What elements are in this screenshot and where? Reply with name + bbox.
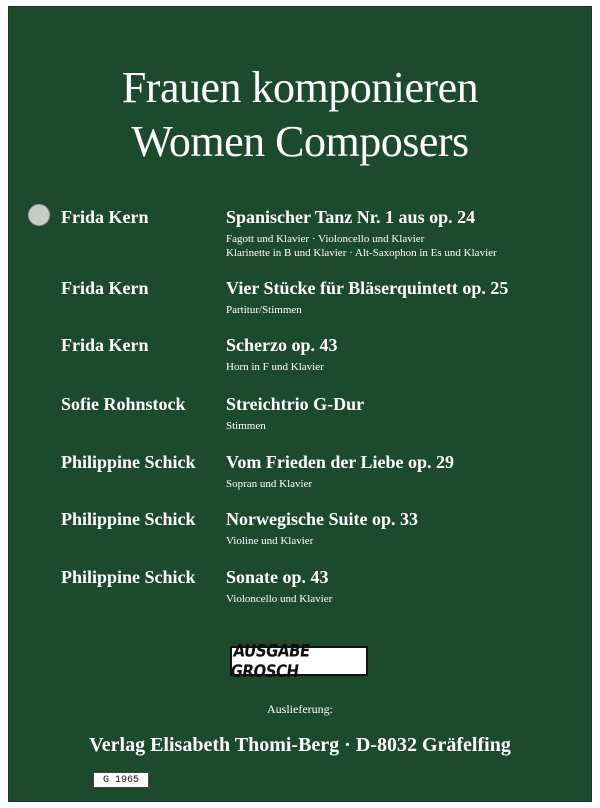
instrumentation-line: Fagott und Klavier · Violoncello und Klavier	[226, 233, 425, 245]
circle-marker	[28, 204, 50, 226]
instrumentation-line: Horn in F und Klavier	[226, 361, 324, 373]
title-english: Women Composers	[131, 117, 469, 166]
composer-name: Frida Kern	[61, 335, 149, 355]
catalog-sticker: G 1965	[93, 772, 149, 788]
composer-name: Philippine Schick	[61, 452, 196, 472]
work-title: Spanischer Tanz Nr. 1 aus op. 24	[226, 207, 476, 227]
ausgabe-grosch-logo	[229, 640, 368, 682]
composer-name: Frida Kern	[61, 278, 149, 298]
delivery-label: Auslieferung:	[267, 702, 333, 716]
instrumentation-line: Stimmen	[226, 420, 266, 432]
cover-page	[8, 6, 592, 802]
publisher-address: Verlag Elisabeth Thomi-Berg · D-8032 Gräfelfing	[89, 734, 511, 756]
work-details	[226, 419, 266, 433]
instrumentation-line: Klarinette in B und Klavier · Alt-Saxophon in Es und Klavier	[226, 247, 497, 259]
work-title: Vom Frieden der Liebe op. 29	[226, 452, 454, 472]
instrumentation-line: Violine und Klavier	[226, 535, 314, 547]
logo-text: AUSGABE GROSCH	[229, 640, 312, 682]
title-german: Frauen komponieren	[121, 63, 479, 112]
composer-name: Sofie Rohnstock	[61, 394, 186, 414]
work-title: Streichtrio G-Dur	[226, 394, 365, 414]
instrumentation-line: Sopran und Klavier	[226, 478, 313, 490]
composer-name: Philippine Schick	[61, 509, 196, 529]
work-details	[226, 303, 302, 317]
work-title: Sonate op. 43	[226, 567, 329, 587]
work-details	[226, 360, 324, 374]
work-details	[226, 477, 312, 491]
work-details	[226, 232, 497, 260]
work-details	[226, 592, 332, 606]
work-details	[226, 534, 313, 548]
composer-name: Frida Kern	[61, 207, 149, 227]
composer-name: Philippine Schick	[61, 567, 196, 587]
instrumentation-line: Violoncello und Klavier	[226, 593, 333, 605]
work-title: Norwegische Suite op. 33	[226, 509, 418, 529]
work-title: Vier Stücke für Bläserquintett op. 25	[226, 278, 509, 298]
instrumentation-line: Partitur/Stimmen	[226, 304, 302, 316]
work-title: Scherzo op. 43	[226, 335, 338, 355]
